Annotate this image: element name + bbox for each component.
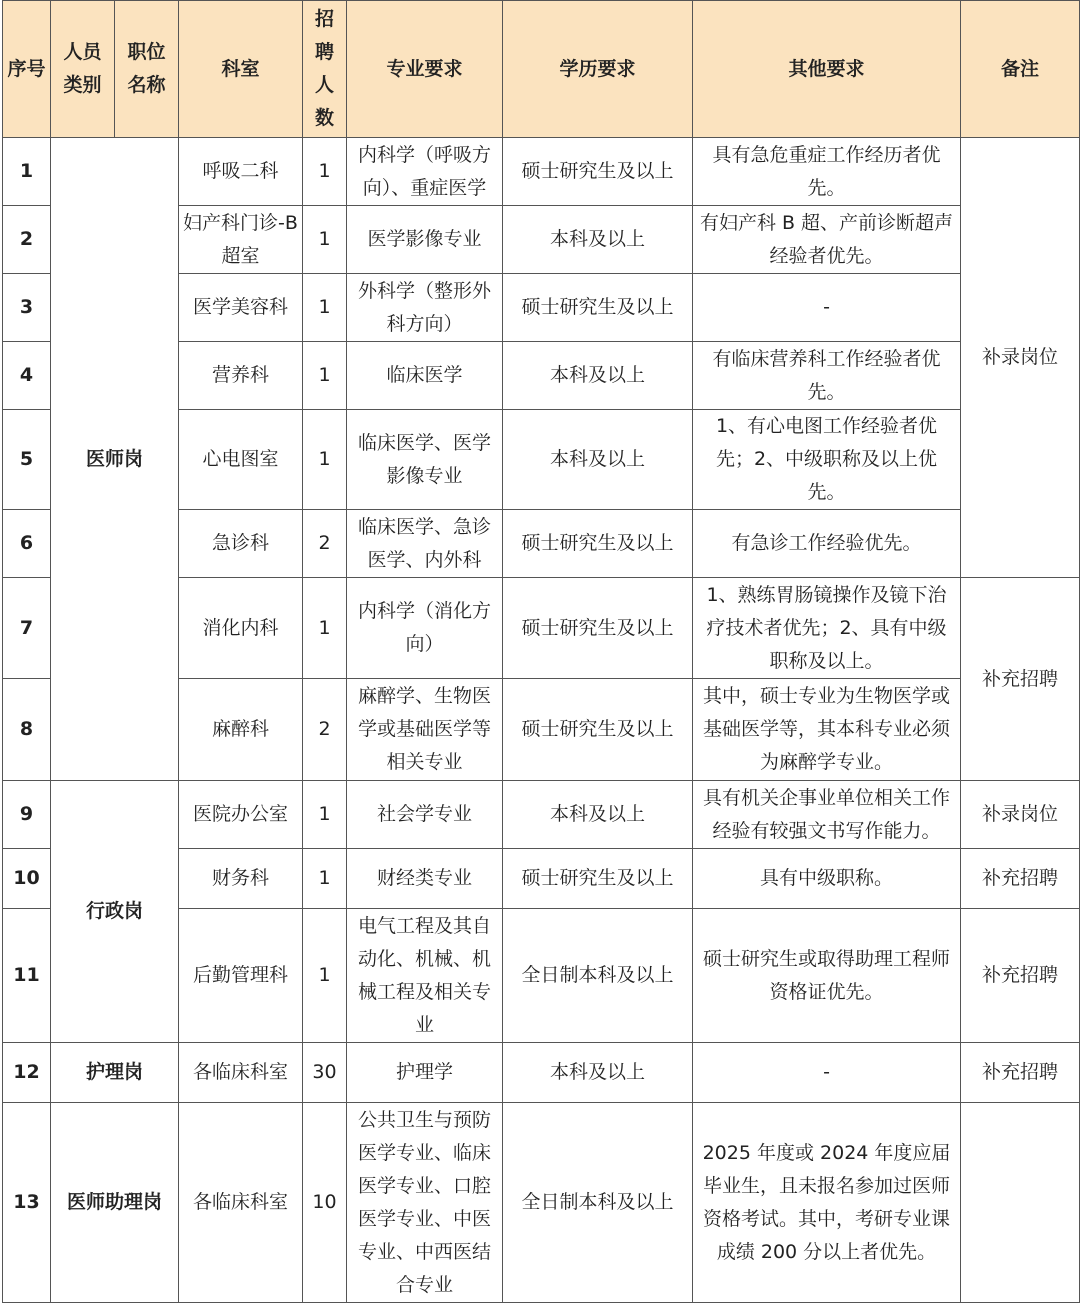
category-assistant: 医师助理岗 (51, 1103, 179, 1303)
cell-other: 1、有心电图工作经验者优先；2、中级职称及以上优先。 (693, 410, 961, 510)
note-supplement-hire: 补充招聘 (961, 1043, 1080, 1103)
cell-other: 硕士研究生或取得助理工程师资格证优先。 (693, 909, 961, 1043)
cell-dept: 消化内科 (179, 578, 303, 679)
cell-dept: 心电图室 (179, 410, 303, 510)
cell-other: 2025 年度或 2024 年度应届毕业生，且未报名参加过医师资格考试。其中，考研专业课成绩 200 分以上者优先。 (693, 1103, 961, 1303)
cell-count: 2 (303, 510, 347, 578)
cell-dept: 各临床科室 (179, 1103, 303, 1303)
cell-edu: 本科及以上 (503, 410, 693, 510)
cell-count: 2 (303, 679, 347, 781)
cell-major: 财经类专业 (347, 849, 503, 909)
cell-other: - (693, 274, 961, 342)
cell-other: 有急诊工作经验优先。 (693, 510, 961, 578)
table-row (3, 781, 1080, 849)
header-major: 专业要求 (347, 1, 503, 138)
cell-seq: 1 (3, 138, 51, 206)
recruitment-table (2, 0, 1080, 1303)
cell-seq: 11 (3, 909, 51, 1043)
cell-count: 10 (303, 1103, 347, 1303)
cell-dept: 各临床科室 (179, 1043, 303, 1103)
cell-dept: 急诊科 (179, 510, 303, 578)
cell-seq: 5 (3, 410, 51, 510)
cell-dept: 后勤管理科 (179, 909, 303, 1043)
cell-count: 1 (303, 138, 347, 206)
cell-edu: 硕士研究生及以上 (503, 138, 693, 206)
note-supplement-hire: 补充招聘 (961, 849, 1080, 909)
cell-other: 具有中级职称。 (693, 849, 961, 909)
cell-count: 1 (303, 578, 347, 679)
table-row (3, 1043, 1080, 1103)
cell-edu: 硕士研究生及以上 (503, 510, 693, 578)
cell-major: 临床医学、急诊医学、内外科 (347, 510, 503, 578)
header-notes: 备注 (961, 1, 1080, 138)
cell-other: - (693, 1043, 961, 1103)
cell-major: 电气工程及其自动化、机械、机械工程及相关专业 (347, 909, 503, 1043)
category-doctor: 医师岗 (51, 138, 179, 781)
note-supplement-hire: 补充招聘 (961, 909, 1080, 1043)
cell-seq: 6 (3, 510, 51, 578)
cell-count: 1 (303, 274, 347, 342)
cell-seq: 13 (3, 1103, 51, 1303)
header-position-name: 职位名称 (115, 1, 179, 138)
table-row (3, 1103, 1080, 1303)
header-education: 学历要求 (503, 1, 693, 138)
cell-edu: 硕士研究生及以上 (503, 679, 693, 781)
cell-count: 1 (303, 206, 347, 274)
cell-dept: 妇产科门诊-B超室 (179, 206, 303, 274)
cell-other: 有临床营养科工作经验者优先。 (693, 342, 961, 410)
cell-major: 内科学（呼吸方向）、重症医学 (347, 138, 503, 206)
cell-major: 内科学（消化方向） (347, 578, 503, 679)
cell-major: 医学影像专业 (347, 206, 503, 274)
cell-major: 麻醉学、生物医学或基础医学等相关专业 (347, 679, 503, 781)
cell-dept: 呼吸二科 (179, 138, 303, 206)
cell-edu: 硕士研究生及以上 (503, 578, 693, 679)
category-nursing: 护理岗 (51, 1043, 179, 1103)
cell-other: 其中，硕士专业为生物医学或基础医学等，其本科专业必须为麻醉学专业。 (693, 679, 961, 781)
cell-edu: 本科及以上 (503, 781, 693, 849)
cell-seq: 7 (3, 578, 51, 679)
category-admin: 行政岗 (51, 781, 179, 1043)
cell-edu: 全日制本科及以上 (503, 909, 693, 1043)
cell-major: 护理学 (347, 1043, 503, 1103)
cell-edu: 硕士研究生及以上 (503, 274, 693, 342)
cell-edu: 全日制本科及以上 (503, 1103, 693, 1303)
cell-dept: 营养科 (179, 342, 303, 410)
cell-count: 1 (303, 781, 347, 849)
cell-major: 社会学专业 (347, 781, 503, 849)
cell-edu: 硕士研究生及以上 (503, 849, 693, 909)
cell-count: 30 (303, 1043, 347, 1103)
cell-dept: 麻醉科 (179, 679, 303, 781)
cell-seq: 10 (3, 849, 51, 909)
table-row (3, 138, 1080, 206)
cell-seq: 4 (3, 342, 51, 410)
cell-seq: 12 (3, 1043, 51, 1103)
cell-dept: 医学美容科 (179, 274, 303, 342)
cell-edu: 本科及以上 (503, 206, 693, 274)
cell-count: 1 (303, 849, 347, 909)
cell-other: 1、熟练胃肠镜操作及镜下治疗技术者优先；2、具有中级职称及以上。 (693, 578, 961, 679)
cell-seq: 2 (3, 206, 51, 274)
cell-major: 公共卫生与预防医学专业、临床医学专业、口腔医学专业、中医专业、中西医结合专业 (347, 1103, 503, 1303)
cell-count: 1 (303, 342, 347, 410)
cell-seq: 9 (3, 781, 51, 849)
cell-other: 具有机关企事业单位相关工作经验有较强文书写作能力。 (693, 781, 961, 849)
cell-seq: 3 (3, 274, 51, 342)
cell-major: 临床医学 (347, 342, 503, 410)
header-headcount: 招聘人数 (303, 1, 347, 138)
cell-major: 临床医学、医学影像专业 (347, 410, 503, 510)
cell-note-empty (961, 1103, 1080, 1303)
header-other: 其他要求 (693, 1, 961, 138)
table-header-row (3, 1, 1080, 138)
cell-other: 具有急危重症工作经历者优先。 (693, 138, 961, 206)
cell-edu: 本科及以上 (503, 342, 693, 410)
cell-count: 1 (303, 909, 347, 1043)
cell-major: 外科学（整形外科方向） (347, 274, 503, 342)
cell-seq: 8 (3, 679, 51, 781)
note-supplement-hire: 补充招聘 (961, 578, 1080, 781)
header-department: 科室 (179, 1, 303, 138)
cell-count: 1 (303, 410, 347, 510)
header-staff-type: 人员类别 (51, 1, 115, 138)
cell-other: 有妇产科 B 超、产前诊断超声经验者优先。 (693, 206, 961, 274)
note-supplement-record: 补录岗位 (961, 138, 1080, 578)
note-supplement-record: 补录岗位 (961, 781, 1080, 849)
cell-dept: 财务科 (179, 849, 303, 909)
cell-dept: 医院办公室 (179, 781, 303, 849)
cell-edu: 本科及以上 (503, 1043, 693, 1103)
header-seq: 序号 (3, 1, 51, 138)
